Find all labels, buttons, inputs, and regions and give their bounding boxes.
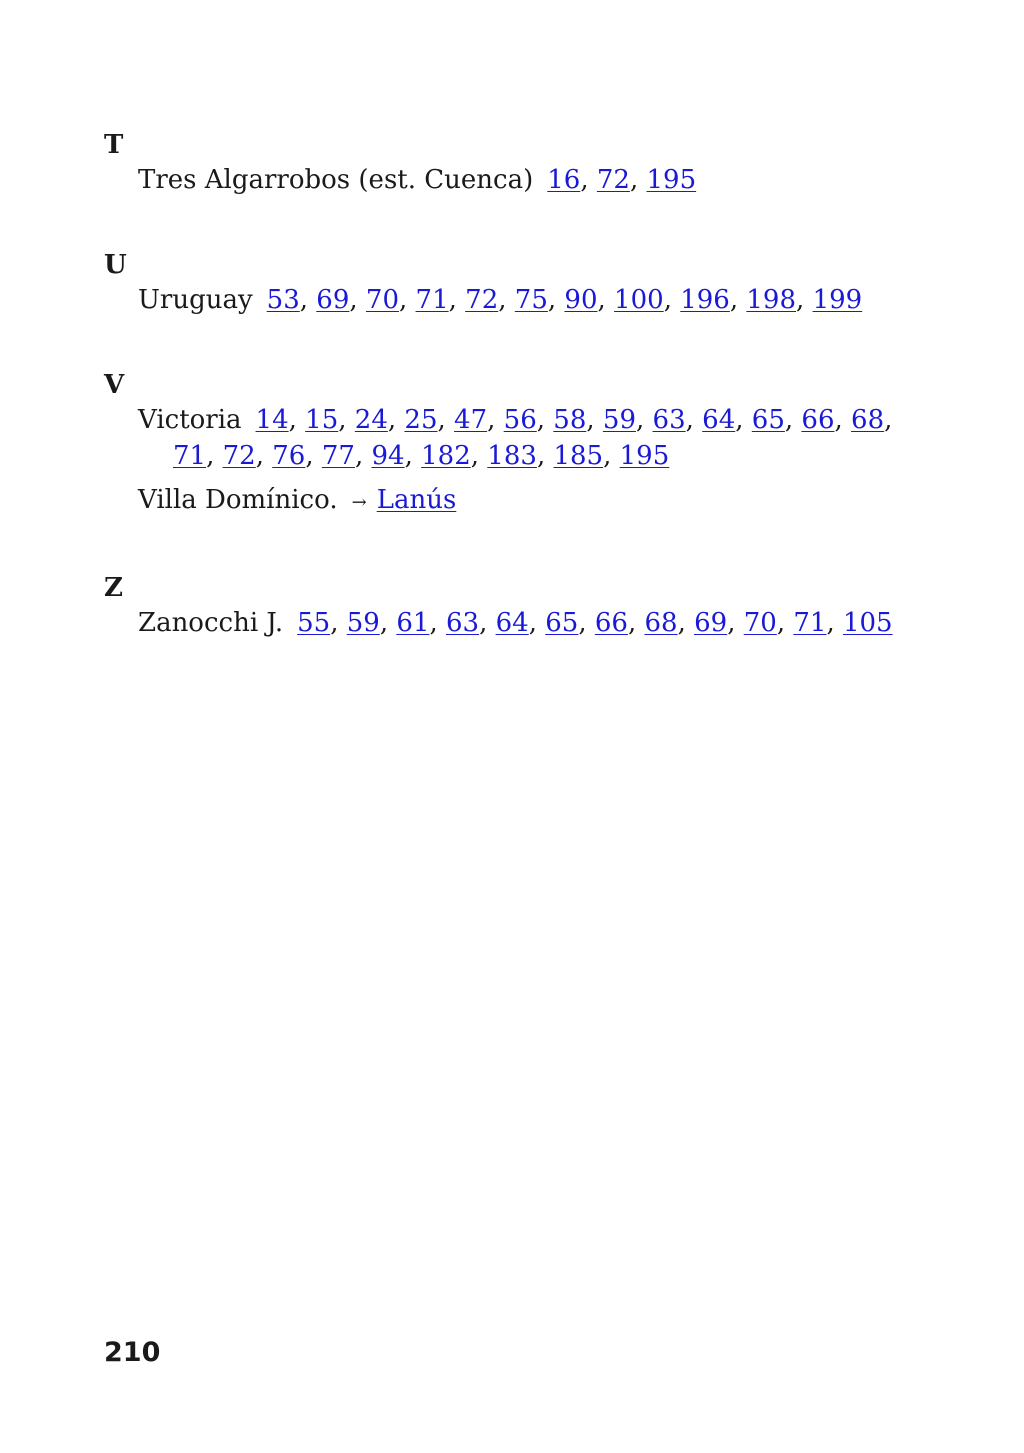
separator: , <box>685 405 703 435</box>
separator: , <box>338 405 355 435</box>
page-link[interactable]: 195 <box>646 165 697 195</box>
index-section-v <box>104 368 904 521</box>
page-link[interactable]: 69 <box>694 608 728 638</box>
separator: , <box>735 405 752 435</box>
separator: , <box>479 608 496 638</box>
separator: , <box>627 608 645 638</box>
index-entry <box>138 282 904 318</box>
page-link[interactable]: 71 <box>793 608 827 638</box>
page-references <box>173 405 892 471</box>
page-link[interactable]: 90 <box>564 285 598 315</box>
page-link[interactable]: 185 <box>553 441 604 471</box>
page-link[interactable]: 66 <box>594 608 628 638</box>
separator: , <box>826 608 843 638</box>
page-link[interactable]: 66 <box>801 405 835 435</box>
separator: , <box>387 405 405 435</box>
separator: , <box>536 441 554 471</box>
page-link[interactable]: 58 <box>553 405 587 435</box>
separator: , <box>796 285 813 315</box>
separator: , <box>429 608 446 638</box>
page-link[interactable]: 198 <box>746 285 797 315</box>
page-link[interactable]: 77 <box>321 441 355 471</box>
page-link[interactable]: 76 <box>272 441 306 471</box>
separator: , <box>580 165 597 195</box>
page-link[interactable]: 70 <box>743 608 777 638</box>
index-entry <box>138 402 904 474</box>
page-link[interactable]: 59 <box>346 608 380 638</box>
index-section-t <box>104 128 904 198</box>
separator: , <box>784 405 802 435</box>
separator: , <box>677 608 695 638</box>
page-link[interactable]: 63 <box>445 608 480 638</box>
page-link[interactable]: 94 <box>371 441 405 471</box>
page-references <box>297 608 893 638</box>
separator: , <box>437 405 455 435</box>
page-link[interactable]: 47 <box>454 405 488 435</box>
separator: , <box>578 608 595 638</box>
page-link[interactable]: 72 <box>596 165 630 195</box>
page-link[interactable]: 72 <box>222 441 256 471</box>
page-references <box>547 165 696 195</box>
page-link[interactable]: 71 <box>173 441 207 471</box>
page-link[interactable]: 24 <box>354 405 388 435</box>
separator: , <box>776 608 794 638</box>
page-link[interactable]: 15 <box>305 405 339 435</box>
index-list <box>104 128 904 691</box>
page-link[interactable]: 196 <box>680 285 730 315</box>
page-link[interactable]: 100 <box>614 285 664 315</box>
separator: , <box>586 405 603 435</box>
page-link[interactable]: 199 <box>812 285 863 315</box>
page-link[interactable]: 53 <box>266 285 300 315</box>
entry-term: Victoria <box>138 405 242 435</box>
page-link[interactable]: 68 <box>851 405 885 435</box>
page-link[interactable]: 68 <box>644 608 678 638</box>
index-section-u <box>104 248 904 318</box>
see-reference-link[interactable]: Lanús <box>376 485 457 515</box>
index-section-z <box>104 571 904 641</box>
page-link[interactable]: 16 <box>547 165 581 195</box>
separator: , <box>547 285 565 315</box>
separator: , <box>597 285 615 315</box>
page-link[interactable]: 61 <box>396 608 430 638</box>
page-references <box>267 285 863 315</box>
separator: , <box>536 405 554 435</box>
separator: , <box>629 165 647 195</box>
section-letter: U <box>104 250 127 280</box>
separator: , <box>663 285 681 315</box>
separator: , <box>470 441 488 471</box>
separator: , <box>498 285 515 315</box>
page-link[interactable]: 72 <box>465 285 499 315</box>
page-link[interactable]: 195 <box>619 441 670 471</box>
separator: , <box>487 405 504 435</box>
separator: , <box>379 608 397 638</box>
separator: , <box>255 441 273 471</box>
page-link[interactable]: 64 <box>495 608 529 638</box>
separator: , <box>305 441 322 471</box>
separator: , <box>399 285 416 315</box>
separator: , <box>448 285 466 315</box>
section-letter: T <box>104 130 124 160</box>
section-letter: Z <box>104 573 123 603</box>
separator: , <box>834 405 852 435</box>
separator: , <box>206 441 223 471</box>
page-link[interactable]: 71 <box>415 285 449 315</box>
page-link[interactable]: 65 <box>545 608 579 638</box>
separator: , <box>349 285 366 315</box>
page-link[interactable]: 56 <box>503 405 537 435</box>
separator: , <box>884 405 893 435</box>
page-link[interactable]: 63 <box>652 405 686 435</box>
page-link[interactable]: 55 <box>297 608 331 638</box>
separator: , <box>404 441 422 471</box>
separator: , <box>727 608 744 638</box>
separator: , <box>636 405 653 435</box>
entry-term: Tres Algarrobos (est. Cuenca) <box>138 165 534 195</box>
page-link[interactable]: 25 <box>404 405 438 435</box>
index-entry <box>138 605 904 641</box>
page-link[interactable]: 183 <box>487 441 537 471</box>
entry-term: Zanocchi J. <box>138 608 284 638</box>
page-link[interactable]: 14 <box>255 405 289 435</box>
page-link[interactable]: 75 <box>514 285 548 315</box>
see-arrow-icon: → <box>351 492 367 513</box>
page-link[interactable]: 65 <box>751 405 785 435</box>
section-letter: V <box>104 370 125 400</box>
page-link[interactable]: 70 <box>365 285 400 315</box>
page-number: 210 <box>104 1337 161 1368</box>
separator: , <box>603 441 620 471</box>
index-entry <box>138 162 904 198</box>
separator: , <box>528 608 546 638</box>
page-link[interactable]: 59 <box>602 405 637 435</box>
entry-term: Villa Domínico. <box>138 485 338 515</box>
separator: , <box>729 285 747 315</box>
separator: , <box>288 405 306 435</box>
separator: , <box>354 441 372 471</box>
page-link[interactable]: 182 <box>421 441 471 471</box>
separator: , <box>330 608 347 638</box>
separator: , <box>299 285 317 315</box>
index-entry <box>138 482 904 521</box>
page-link[interactable]: 105 <box>842 608 893 638</box>
page-link[interactable]: 64 <box>702 405 736 435</box>
entry-term: Uruguay <box>138 285 253 315</box>
page-link[interactable]: 69 <box>316 285 350 315</box>
